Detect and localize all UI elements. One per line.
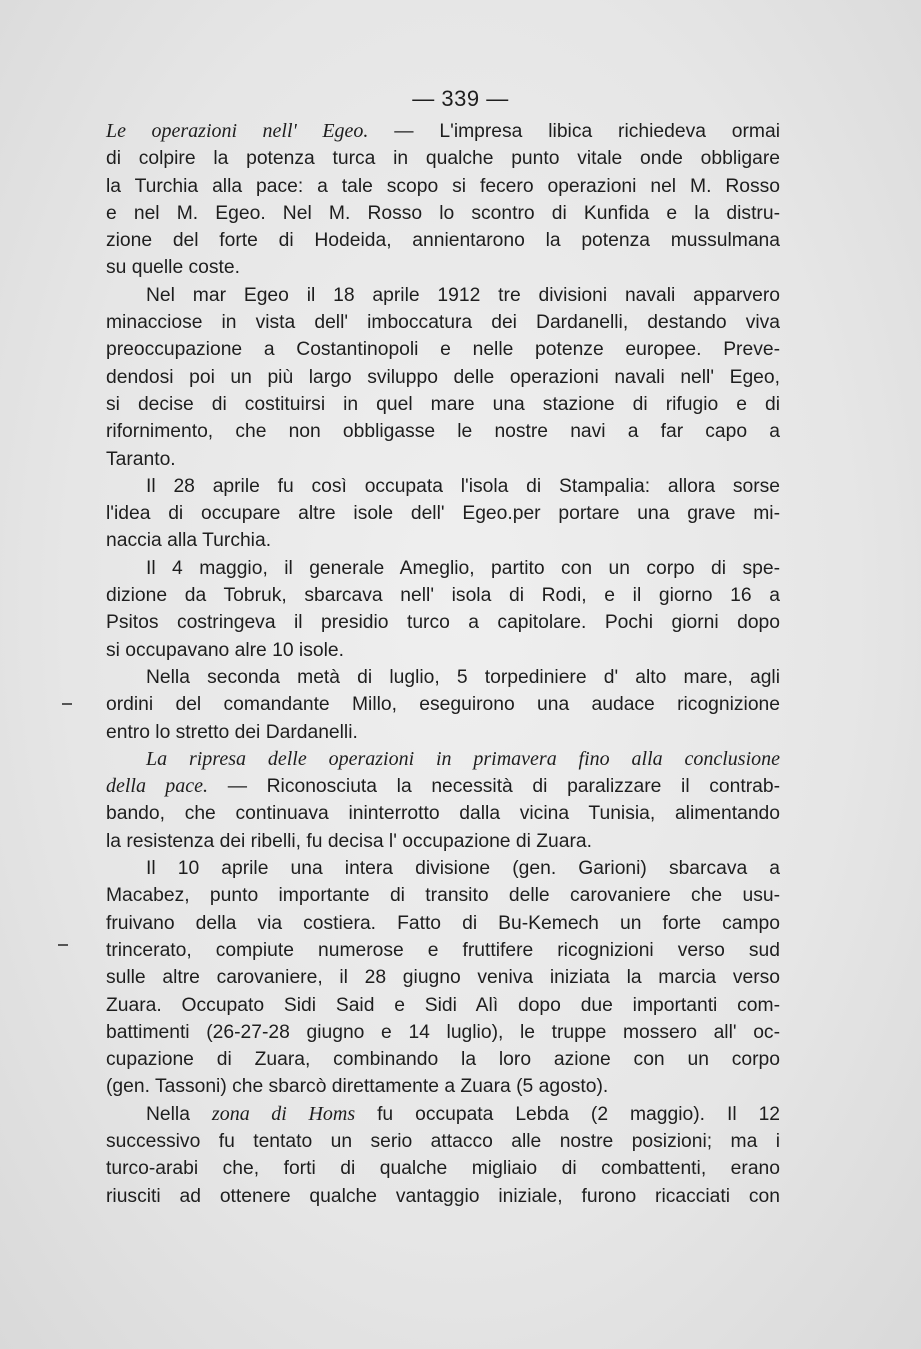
text-line xyxy=(106,473,780,500)
italic-text: della pace. xyxy=(106,775,209,798)
text-span: su quelle coste. xyxy=(106,257,240,279)
text-line xyxy=(106,364,780,391)
text-line xyxy=(106,691,780,718)
text-span: turco-arabi che, forti di qualche migliaio di combattenti, erano xyxy=(106,1158,780,1180)
text-span: dizione da Tobruk, sbarcava nell' isola di Rodi, e il giorno 16 a xyxy=(106,585,780,607)
text-line xyxy=(106,664,780,691)
text-span: di colpire la potenza turca in qualche punto vitale onde obbligare xyxy=(106,148,780,170)
text-span: bando, che continuava ininterrotto dalla vicina Tunisia, alimentando xyxy=(106,803,780,825)
text-line xyxy=(106,937,780,964)
text-span: minacciose in vista dell' imboccatura dei Dardanelli, destando viva xyxy=(106,312,780,334)
text-span: Nel mar Egeo il 18 aprile 1912 tre divisioni navali apparvero xyxy=(146,284,780,306)
text-line xyxy=(106,773,780,800)
text-span: Nella seconda metà di luglio, 5 torpediniere d' alto mare, agli xyxy=(146,666,780,688)
text-line xyxy=(106,719,780,746)
body-text xyxy=(106,118,780,1210)
italic-text: Le operazioni nell' Egeo. xyxy=(106,120,369,142)
text-line xyxy=(106,1019,780,1046)
text-span: e nel M. Egeo. Nel M. Rosso lo scontro di Kunfida e la distru- xyxy=(106,202,780,224)
text-line xyxy=(106,309,780,336)
text-line xyxy=(106,1155,780,1182)
text-line xyxy=(106,227,780,254)
text-line xyxy=(106,582,780,609)
text-span: Psitos costringeva il presidio turco a capitolare. Pochi giorni dopo xyxy=(106,612,780,634)
text-span: Macabez, punto importante di transito delle carovaniere che usu- xyxy=(106,885,780,907)
italic-text: La ripresa delle operazioni in primavera fino alla conclusione xyxy=(146,747,780,770)
text-span: Taranto. xyxy=(106,448,176,470)
text-line xyxy=(106,1183,780,1210)
text-span: Zuara. Occupato Sidi Said e Sidi Alì dopo due importanti com- xyxy=(106,994,780,1016)
text-span: ordini del comandante Millo, eseguirono una audace ricognizione xyxy=(106,694,780,716)
text-line xyxy=(106,200,780,227)
text-line xyxy=(106,254,780,281)
text-span: Nella xyxy=(146,1103,212,1125)
text-span: si occupavano alre 10 isole. xyxy=(106,639,344,661)
text-span: entro lo stretto dei Dardanelli. xyxy=(106,721,358,743)
text-span: cupazione di Zuara, combinando la loro azione con un corpo xyxy=(106,1049,780,1071)
text-span: dendosi poi un più largo sviluppo delle operazioni navali nell' Egeo, xyxy=(106,366,780,388)
text-span: la Turchia alla pace: a tale scopo si fecero operazioni nel M. Rosso xyxy=(106,175,780,197)
text-line xyxy=(106,1128,780,1155)
text-line xyxy=(106,1101,780,1128)
text-span: la resistenza dei ribelli, fu decisa l' occupazione di Zuara. xyxy=(106,830,592,852)
text-span: zione del forte di Hodeida, annientarono la potenza mussulmana xyxy=(106,230,780,252)
text-span: rifornimento, che non obbligasse le nostre navi a far capo a xyxy=(106,421,780,443)
text-line xyxy=(106,282,780,309)
text-line xyxy=(106,336,780,363)
text-line xyxy=(106,418,780,445)
text-line xyxy=(106,446,780,473)
text-line xyxy=(106,746,780,773)
text-line xyxy=(106,882,780,909)
text-line xyxy=(106,800,780,827)
text-line xyxy=(106,527,780,554)
text-line xyxy=(106,391,780,418)
text-span: successivo fu tentato un serio attacco alle nostre posizioni; ma i xyxy=(106,1130,780,1152)
text-line xyxy=(106,992,780,1019)
text-span: fruivano della via costiera. Fatto di Bu-Kemech un forte campo xyxy=(106,912,780,934)
text-line xyxy=(106,637,780,664)
text-span: — Riconosciuta la necessità di paralizzare il contrab- xyxy=(208,776,780,798)
text-line xyxy=(106,964,780,991)
italic-text: zona di Homs xyxy=(211,1102,356,1125)
text-span: Il 28 aprile fu così occupata l'isola di Stampalia: allora sorse xyxy=(146,475,780,497)
text-span: Il 4 maggio, il generale Ameglio, partito con un corpo di spe- xyxy=(146,557,780,579)
text-span: (gen. Tassoni) che sbarcò direttamente a Zuara (5 agosto). xyxy=(106,1076,609,1098)
text-line xyxy=(106,910,780,937)
text-span: preoccupazione a Costantinopoli e nelle potenze europee. Preve- xyxy=(106,339,780,361)
text-line xyxy=(106,828,780,855)
text-span: trincerato, compiute numerose e fruttifere ricognizioni verso sud xyxy=(106,939,780,961)
text-span: naccia alla Turchia. xyxy=(106,530,272,552)
text-line xyxy=(106,500,780,527)
text-line xyxy=(106,1073,780,1100)
text-span: battimenti (26-27-28 giugno e 14 luglio), le truppe mossero all' oc- xyxy=(106,1021,780,1043)
text-line xyxy=(106,145,780,172)
margin-mark xyxy=(58,944,68,946)
text-span: sulle altre carovaniere, il 28 giugno veniva iniziata la marcia verso xyxy=(106,967,780,989)
text-line xyxy=(106,855,780,882)
margin-mark xyxy=(62,703,72,705)
text-line xyxy=(106,1046,780,1073)
text-line xyxy=(106,118,780,145)
text-line xyxy=(106,555,780,582)
text-line xyxy=(106,173,780,200)
page-number: — 339 — xyxy=(412,86,509,111)
text-span: Il 10 aprile una intera divisione (gen. Garioni) sbarcava a xyxy=(146,858,780,880)
text-span: — L'impresa libica richiedeva ormai xyxy=(368,121,780,142)
text-span: l'idea di occupare altre isole dell' Egeo.per portare una grave mi- xyxy=(106,503,780,525)
text-span: fu occupata Lebda (2 maggio). Il 12 xyxy=(355,1103,781,1125)
text-line xyxy=(106,609,780,636)
text-span: riusciti ad ottenere qualche vantaggio iniziale, furono ricacciati con xyxy=(106,1185,780,1207)
text-span: si decise di costituirsi in quel mare una stazione di rifugio e di xyxy=(106,393,780,415)
